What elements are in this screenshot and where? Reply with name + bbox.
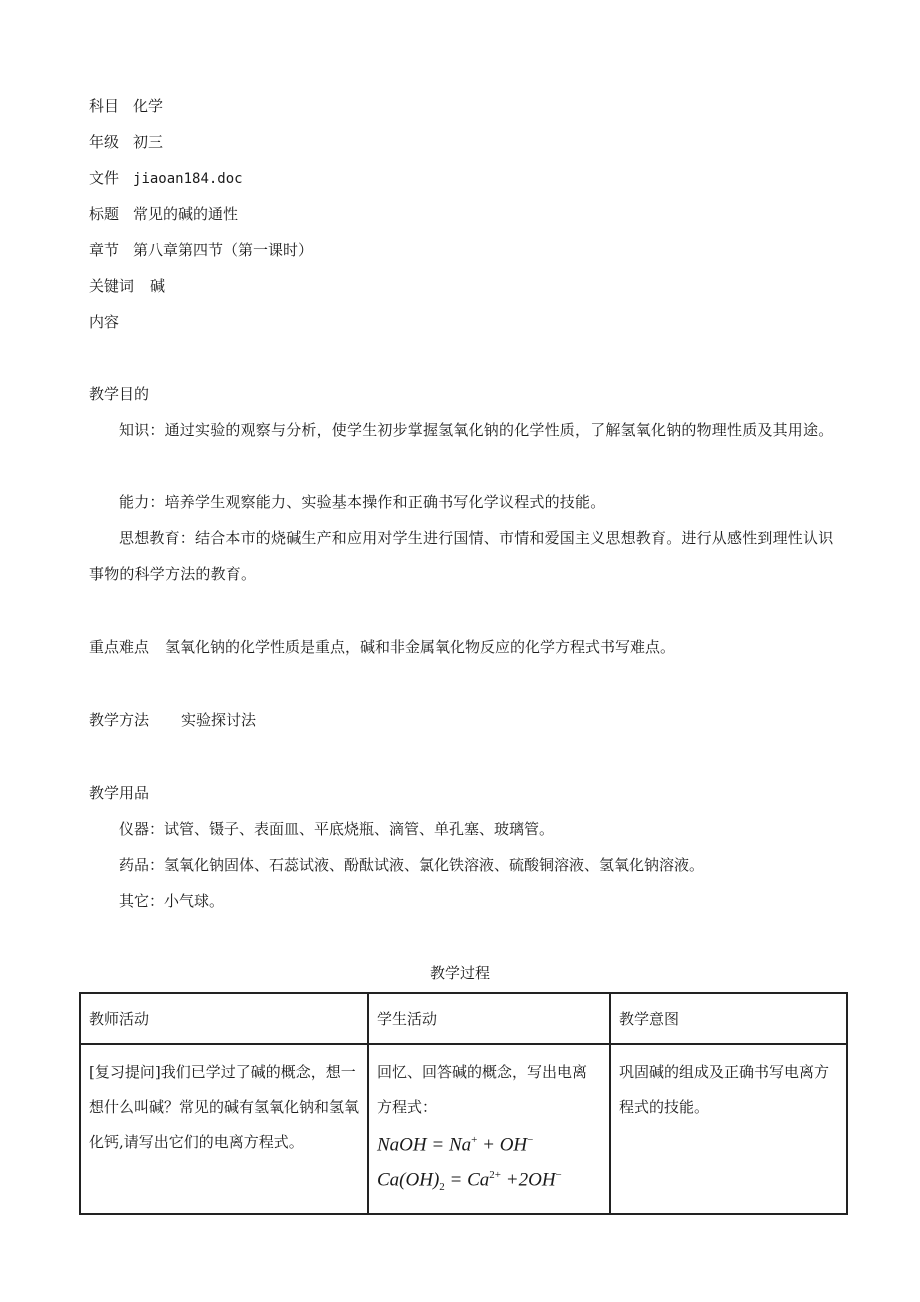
meta-chapter (89, 240, 313, 260)
objective-ideology: 思想教育：结合本市的烧碱生产和应用对学生进行国情、市情和爱国主义思想教育。进行从感性到理性认识事物的科学方法的教育。 (89, 529, 834, 583)
table-header-row (80, 993, 847, 1044)
eq-anion-charge: − (555, 1169, 562, 1182)
cell-teacher-activity: [复习提问]我们已学过了碱的概念，想一想什么叫碱？常见的碱有氢氧化钠和氢氧化钙,请写出它们的电离方程式。 (80, 1044, 368, 1214)
cell-teaching-intent: 巩固碱的组成及正确书写电离方程式的技能。 (610, 1044, 847, 1214)
process-caption: 教学过程 (429, 964, 490, 982)
eq-plus: + (477, 1134, 500, 1156)
meta-keywords (89, 276, 165, 296)
supplies-instruments: 仪器：试管、镊子、表面皿、平底烧瓶、滴管、单孔塞、玻璃管。 (119, 820, 555, 838)
meta-title (89, 204, 238, 224)
process-table (79, 992, 848, 1215)
eq-anion: OH (499, 1134, 528, 1156)
key-points-value: 氢氧化钠的化学性质是重点，碱和非金属氧化物反应的化学方程式书写难点。 (165, 638, 676, 656)
header-student-activity: 学生活动 (368, 993, 610, 1044)
supplies-others: 其它：小气球。 (119, 892, 225, 910)
meta-label: 科目 (89, 97, 120, 115)
eq-lhs: NaOH (377, 1134, 427, 1156)
meta-value: 初三 (133, 133, 164, 151)
eq-cation: Na (448, 1134, 472, 1156)
meta-value: jiaoan184.doc (133, 171, 243, 187)
meta-label: 内容 (89, 313, 120, 331)
eq-cation-charge: 2+ (489, 1169, 502, 1182)
teaching-method (89, 710, 256, 730)
header-teaching-intent: 教学意图 (610, 993, 847, 1044)
objective-ability: 能力：培养学生观察能力、实验基本操作和正确书写化学议程式的技能。 (119, 493, 606, 511)
meta-value: 第八章第四节（第一课时） (133, 241, 314, 259)
eq-sign: = (426, 1134, 449, 1156)
method-label: 教学方法 (89, 711, 150, 729)
eq-subscript: 2 (439, 1181, 445, 1194)
meta-value: 碱 (150, 277, 166, 295)
header-teacher-activity: 教师活动 (80, 993, 368, 1044)
meta-content (89, 312, 119, 332)
objectives-heading: 教学目的 (89, 385, 150, 403)
meta-subject (89, 96, 163, 116)
meta-value: 常见的碱的通性 (133, 205, 239, 223)
method-value: 实验探讨法 (181, 711, 257, 729)
meta-label: 标题 (89, 205, 120, 223)
eq-cation-charge: + (471, 1134, 478, 1146)
meta-file (89, 168, 243, 188)
cell-student-activity (368, 1044, 610, 1214)
key-points (89, 637, 675, 657)
eq-anion: 2OH (518, 1169, 556, 1191)
meta-grade (89, 132, 163, 152)
meta-label: 章节 (89, 241, 120, 259)
meta-label: 文件 (89, 169, 120, 187)
supplies-reagents: 药品：氢氧化钠固体、石蕊试液、酚酞试液、氯化铁溶液、硫酸铜溶液、氢氧化钠溶液。 (119, 856, 705, 874)
supplies-heading: 教学用品 (89, 784, 150, 802)
meta-label: 关键词 (89, 277, 135, 295)
meta-label: 年级 (89, 133, 120, 151)
equation-naoh (377, 1125, 601, 1160)
key-points-label: 重点难点 (89, 638, 150, 656)
eq-anion-charge: − (527, 1134, 534, 1146)
eq-cation: Ca (467, 1169, 490, 1191)
eq-plus: + (501, 1169, 519, 1191)
eq-lhs: Ca(OH (377, 1169, 433, 1191)
equation-caoh2 (377, 1160, 601, 1202)
eq-lhs-paren: ) (432, 1169, 440, 1191)
student-activity-text: 回忆、回答碱的概念，写出电离方程式： (377, 1063, 588, 1116)
meta-value: 化学 (133, 97, 164, 115)
table-row (80, 1044, 847, 1214)
eq-sign: = (444, 1169, 468, 1191)
objective-knowledge: 知识：通过实验的观察与分析，使学生初步掌握氢氧化钠的化学性质，了解氢氧化钠的物理性质及其用途。 (119, 421, 834, 439)
